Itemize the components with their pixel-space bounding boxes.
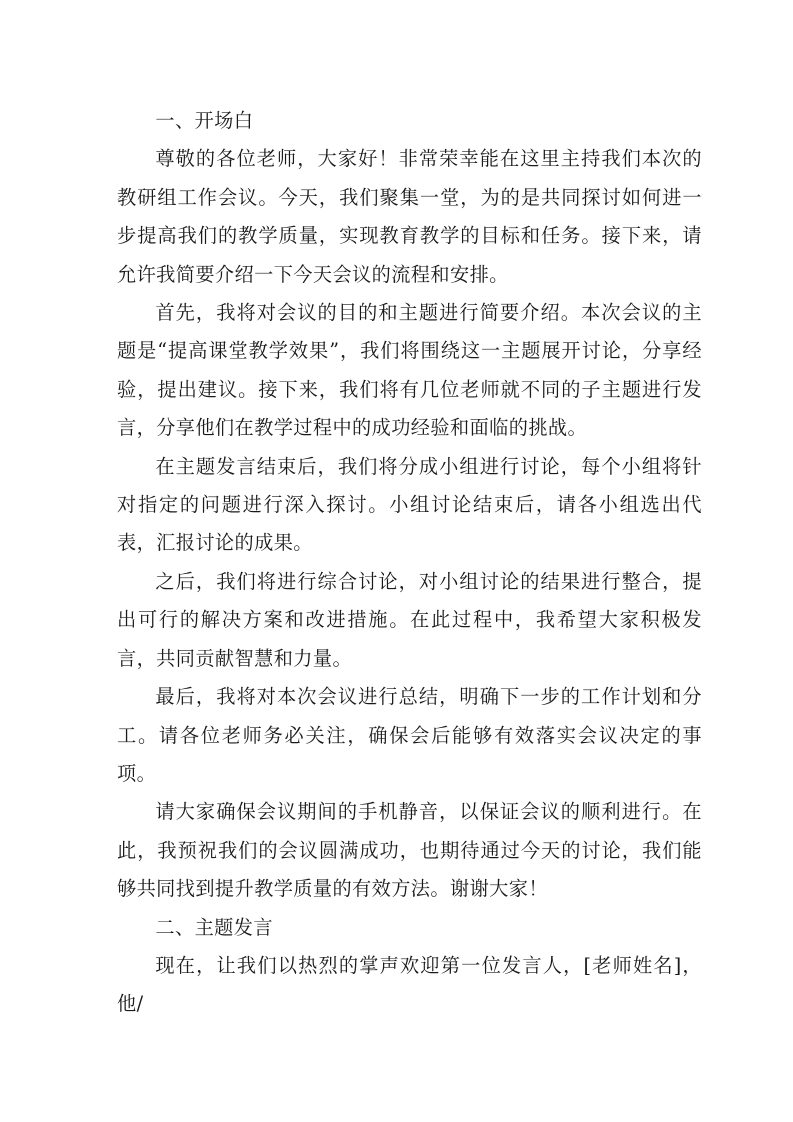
paragraph: 首先，我将对会议的目的和主题进行简要介绍。本次会议的主题是“提高课堂教学效果”，我们将围绕这一主题展开讨论，分享经验，提出建议。接下来，我们将有几位老师就不同的子主题进行发言，分享他们在教学过程中的成功经验和面临的挑战。 xyxy=(117,301,702,440)
paragraph: 请大家确保会议期间的手机静音，以保证会议的顺利进行。在此，我预祝我们的会议圆满成功，也期待通过今天的讨论，我们能够共同找到提升教学质量的有效方法。谢谢大家！ xyxy=(117,800,702,901)
paragraph: 尊敬的各位老师，大家好！非常荣幸能在这里主持我们本次的教研组工作会议。今天，我们聚集一堂，为的是共同探讨如何进一步提高我们的教学质量，实现教育教学的目标和任务。接下来，请允许我简要介绍一下今天会议的流程和安排。 xyxy=(117,147,702,286)
section-keynote xyxy=(117,909,702,1024)
section-heading: 二、主题发言 xyxy=(155,915,273,939)
paragraph: 最后，我将对本次会议进行总结，明确下一步的工作计划和分工。请各位老师务必关注，确保会后能够有效落实会议决定的事项。 xyxy=(117,685,702,785)
document-page xyxy=(117,102,702,1024)
section-opening xyxy=(117,102,702,909)
paragraph: 在主题发言结束后，我们将分成小组进行讨论，每个小组将针对指定的问题进行深入探讨。小组讨论结束后，请各小组选出代表，汇报讨论的成果。 xyxy=(117,454,702,555)
paragraph: 之后，我们将进行综合讨论，对小组讨论的结果进行整合，提出可行的解决方案和改进措施。在此过程中，我希望大家积极发言，共同贡献智慧和力量。 xyxy=(117,569,702,670)
paragraph: 现在，让我们以热烈的掌声欢迎第一位发言人，[老师姓名]，他/ xyxy=(117,953,702,1016)
section-heading: 一、开场白 xyxy=(155,109,254,132)
